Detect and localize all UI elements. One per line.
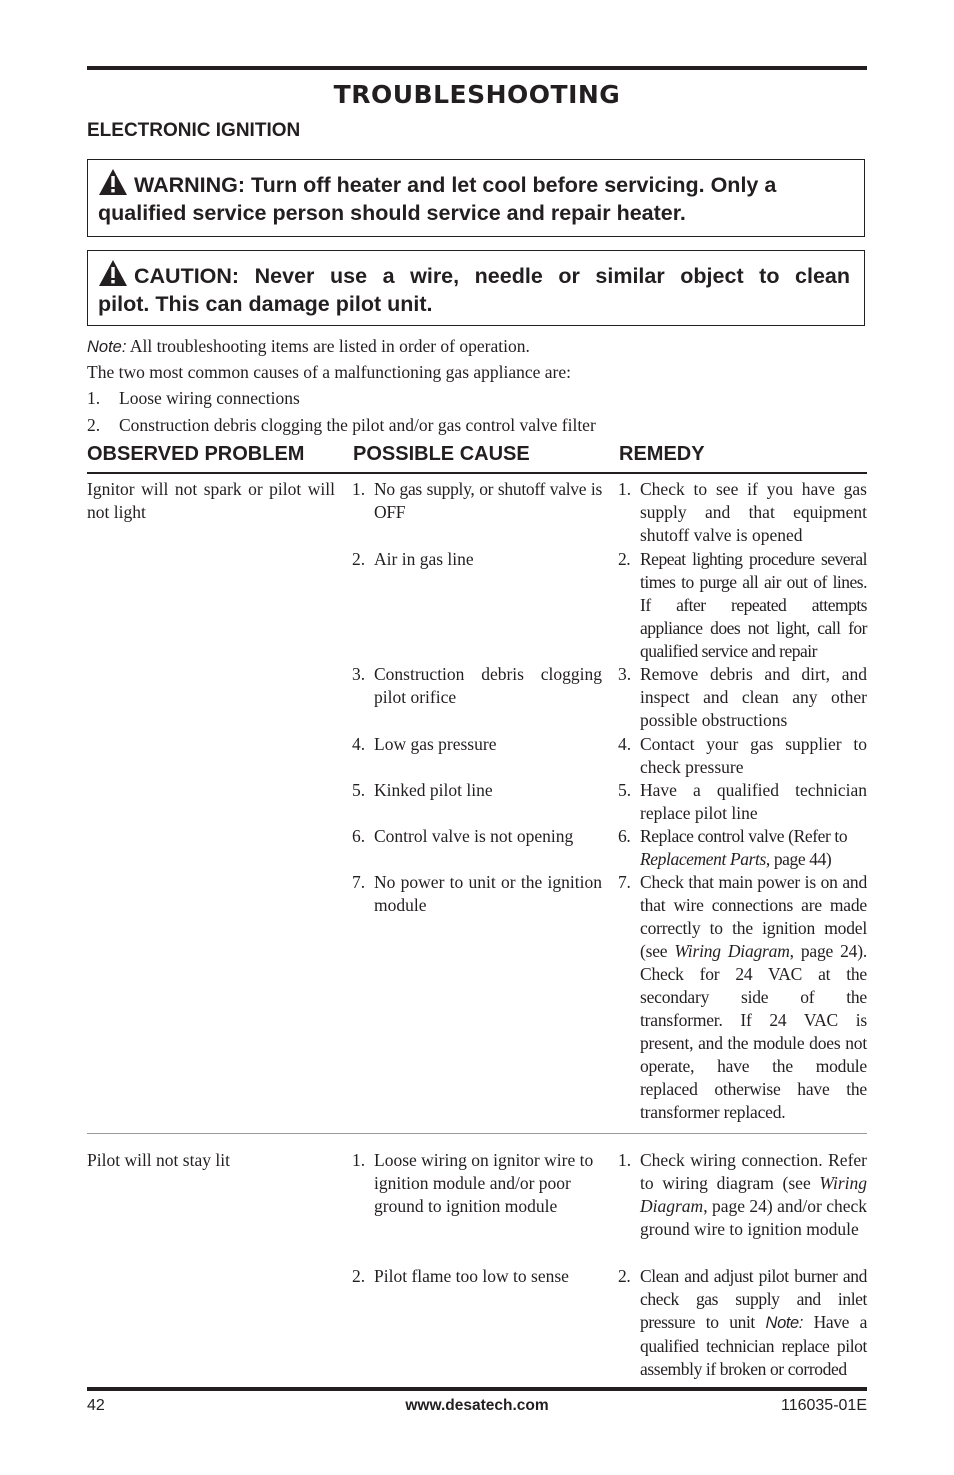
note-label: Note:	[87, 338, 127, 356]
warning-text-line1: WARNING: Turn off heater and let cool before servicing. Only a	[134, 173, 777, 197]
cause-list-item: 1. Loose wiring connections	[87, 388, 300, 408]
warning-triangle-icon	[98, 168, 128, 196]
problem-ignitor: Ignitor will not spark or pilot will not light	[87, 479, 335, 522]
column-header-remedy: REMEDY	[619, 443, 705, 465]
caution-box	[87, 250, 865, 326]
section-heading: ELECTRONIC IGNITION	[87, 120, 301, 141]
cause-item: 2. Pilot flame too low to sense	[352, 1266, 569, 1286]
document-number: 116035-01E	[781, 1397, 867, 1414]
caution-text-line1: CAUTION: Never use a wire, needle or similar object to clean	[134, 264, 850, 288]
cause-item: 3. Construction debris clogging pilot orifice	[352, 664, 602, 707]
cause-item: 5. Kinked pilot line	[352, 780, 493, 800]
remedy-item: 6. Replace control valve (Refer to Replacement Parts, page 44)	[618, 826, 848, 869]
website-url: www.desatech.com	[405, 1397, 549, 1414]
caution-text-line2: pilot. This can damage pilot unit.	[98, 292, 433, 316]
cause-item: 2. Air in gas line	[352, 549, 474, 569]
column-header-problem: OBSERVED PROBLEM	[87, 443, 305, 465]
column-header-cause: POSSIBLE CAUSE	[353, 443, 530, 465]
remedy-item: 1. Check to see if you have gas supply and that equipment shutoff valve is opened	[618, 479, 867, 545]
remedy-item: 7. Check that main power is on and that wire connections are made correctly to the ignition model (see Wiring Diagram, page 24). Check for 24 VAC at the secondary side of the transformer. If 24 VAC is present, and the module does not operate, have the module replaced otherwise have the transformer replaced.	[618, 872, 867, 1122]
cause-list-item: 2. Construction debris clogging the pilot and/or gas control valve filter	[87, 415, 596, 435]
page-number: 42	[87, 1397, 105, 1414]
remedy-item: 4. Contact your gas supplier to check pressure	[618, 734, 867, 777]
warning-text-line2: qualified service person should service and repair heater.	[98, 201, 686, 225]
caution-triangle-icon	[98, 259, 128, 287]
header-rule	[87, 472, 867, 474]
page-title: TROUBLESHOOTING	[333, 80, 621, 109]
cause-item: 6. Control valve is not opening	[352, 826, 574, 846]
note-text: All troubleshooting items are listed in order of operation.	[129, 336, 530, 356]
remedy-item: 3. Remove debris and dirt, and inspect and clean any other possible obstructions	[618, 664, 867, 730]
cause-item: 1. No gas supply, or shutoff valve is OFF	[352, 479, 602, 522]
common-causes-text: The two most common causes of a malfunctioning gas appliance are:	[87, 362, 572, 382]
problem-pilot: Pilot will not stay lit	[87, 1150, 230, 1170]
remedy-item: 2. Clean and adjust pilot burner and check gas supply and inlet pressure to unit Note: Have a qualified technician replace pilot assembly if broken or corroded	[618, 1266, 868, 1379]
bottom-rule	[87, 1387, 867, 1391]
section-divider	[87, 1133, 867, 1134]
cause-item: 4. Low gas pressure	[352, 734, 497, 754]
remedy-item: 5. Have a qualified technician replace pilot line	[618, 780, 867, 823]
remedy-item: 1. Check wiring connection. Refer to wiring diagram (see Wiring Diagram, page 24) and/or check ground wire to ignition module	[618, 1150, 868, 1239]
warning-box	[87, 159, 865, 237]
remedy-item: 2. Repeat lighting procedure several times to purge all air out of lines. If after repeated attempts appliance does not light, call for qualified service and repair	[618, 549, 867, 661]
cause-item: 1. Loose wiring on ignitor wire to ignition module and/or poor ground to ignition module	[352, 1150, 594, 1216]
cause-item: 7. No power to unit or the ignition module	[352, 872, 602, 915]
intro-note	[87, 336, 530, 357]
top-rule	[87, 66, 867, 70]
